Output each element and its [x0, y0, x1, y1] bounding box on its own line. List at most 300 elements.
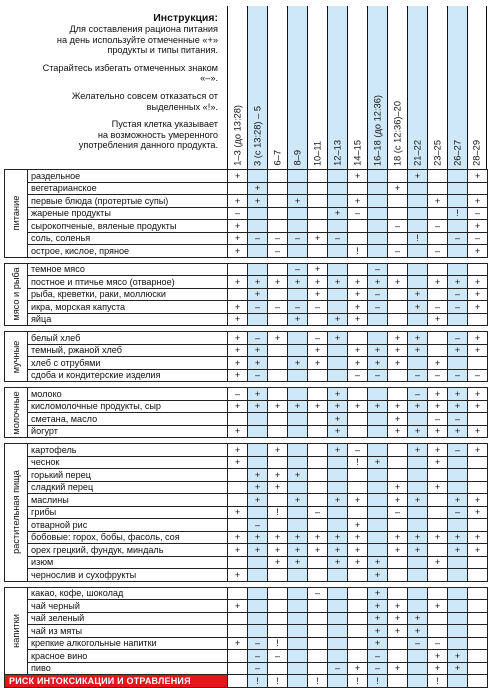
- product-name: хлеб с отрубями: [28, 357, 228, 370]
- cell-mark: –: [248, 332, 268, 345]
- cell-mark: [248, 413, 268, 426]
- table-row: [5, 332, 488, 345]
- cell-mark: [268, 413, 288, 426]
- cell-mark: [228, 182, 248, 195]
- cell-mark: [408, 220, 428, 233]
- cell-mark: [468, 612, 488, 625]
- column-header-cell: [247, 6, 267, 169]
- category-cell: [5, 263, 28, 326]
- cell-mark: [328, 569, 348, 582]
- cell-mark: +: [248, 481, 268, 494]
- cell-mark: [448, 357, 468, 370]
- product-name: сметана, масло: [28, 413, 228, 426]
- cell-mark: [268, 344, 288, 357]
- cell-mark: [468, 413, 488, 426]
- column-header-cell: [407, 6, 427, 169]
- instructions-line: «–».: [200, 73, 218, 84]
- cell-mark: [428, 332, 448, 345]
- cell-mark: +: [408, 625, 428, 638]
- cell-mark: +: [428, 650, 448, 663]
- cell-mark: +: [228, 276, 248, 289]
- cell-mark: [408, 456, 428, 469]
- cell-mark: +: [368, 612, 388, 625]
- cell-mark: [448, 625, 468, 638]
- column-label: 3 (с 13:28) – 5: [252, 106, 262, 166]
- cell-mark: [368, 519, 388, 532]
- instructions-line: Желательно совсем отказаться от: [71, 90, 218, 101]
- cell-mark: [428, 263, 448, 276]
- product-name: чай зеленый: [28, 612, 228, 625]
- cell-mark: [368, 332, 388, 345]
- cell-mark: +: [248, 469, 268, 482]
- cell-mark: [288, 388, 308, 401]
- cell-mark: [428, 544, 448, 557]
- table-row: [5, 600, 488, 613]
- cell-mark: [408, 276, 428, 289]
- cell-mark: [288, 344, 308, 357]
- cell-mark: +: [368, 637, 388, 650]
- cell-mark: +: [348, 556, 368, 569]
- cell-mark: +: [228, 637, 248, 650]
- cell-mark: [328, 612, 348, 625]
- cell-mark: [348, 481, 368, 494]
- cell-mark: [448, 587, 468, 600]
- cell-mark: +: [348, 400, 368, 413]
- cell-mark: [308, 556, 328, 569]
- cell-mark: [308, 456, 328, 469]
- cell-mark: +: [328, 531, 348, 544]
- cell-mark: +: [388, 425, 408, 438]
- cell-mark: [348, 612, 368, 625]
- cell-mark: [448, 569, 468, 582]
- cell-mark: +: [288, 276, 308, 289]
- cell-mark: +: [228, 232, 248, 245]
- cell-mark: [248, 569, 268, 582]
- cell-mark: !: [368, 675, 388, 688]
- cell-mark: +: [448, 531, 468, 544]
- cell-mark: [308, 494, 328, 507]
- cell-mark: +: [428, 481, 448, 494]
- cell-mark: +: [228, 195, 248, 208]
- cell-mark: –: [448, 232, 468, 245]
- product-name: красное вино: [28, 650, 228, 663]
- cell-mark: [268, 612, 288, 625]
- cell-mark: [348, 182, 368, 195]
- cell-mark: [248, 506, 268, 519]
- cell-mark: [468, 587, 488, 600]
- cell-mark: [308, 170, 328, 183]
- cell-mark: +: [428, 313, 448, 326]
- table-row: [5, 182, 488, 195]
- cell-mark: +: [388, 276, 408, 289]
- cell-mark: [328, 481, 348, 494]
- cell-mark: +: [248, 357, 268, 370]
- cell-mark: [228, 625, 248, 638]
- column-label: 1–3 (до 13:28): [232, 105, 242, 166]
- cell-mark: [448, 263, 468, 276]
- cell-mark: [228, 413, 248, 426]
- cell-mark: +: [408, 612, 428, 625]
- product-name: яйца: [28, 313, 228, 326]
- cell-mark: [268, 288, 288, 301]
- cell-mark: –: [468, 369, 488, 382]
- cell-mark: +: [388, 182, 408, 195]
- cell-mark: [328, 587, 348, 600]
- cell-mark: –: [308, 506, 328, 519]
- cell-mark: [408, 182, 428, 195]
- column-header-cell: [427, 6, 447, 169]
- cell-mark: [288, 650, 308, 663]
- cell-mark: +: [388, 612, 408, 625]
- cell-mark: !: [348, 456, 368, 469]
- cell-mark: –: [448, 288, 468, 301]
- cell-mark: [368, 481, 388, 494]
- table-row: [5, 587, 488, 600]
- instructions-block: [4, 12, 218, 151]
- cell-mark: +: [428, 662, 448, 675]
- cell-mark: +: [348, 544, 368, 557]
- cell-mark: !: [248, 675, 268, 688]
- cell-mark: +: [348, 357, 368, 370]
- cell-mark: +: [288, 544, 308, 557]
- cell-mark: –: [368, 650, 388, 663]
- cell-mark: –: [268, 245, 288, 258]
- cell-mark: !: [308, 675, 328, 688]
- cell-mark: [368, 232, 388, 245]
- cell-mark: [328, 625, 348, 638]
- cell-mark: +: [288, 531, 308, 544]
- cell-mark: [228, 556, 248, 569]
- cell-mark: [388, 313, 408, 326]
- cell-mark: +: [408, 332, 428, 345]
- table-row: [5, 544, 488, 557]
- cell-mark: [228, 675, 248, 688]
- category-label: питание: [11, 195, 21, 231]
- cell-mark: +: [248, 276, 268, 289]
- cell-mark: [428, 288, 448, 301]
- table-row: [5, 637, 488, 650]
- column-header-cell: [307, 6, 327, 169]
- cell-mark: [228, 587, 248, 600]
- product-name: орех грецкий, фундук, миндаль: [28, 544, 228, 557]
- cell-mark: [268, 220, 288, 233]
- category-cell: [5, 587, 28, 675]
- cell-mark: [448, 556, 468, 569]
- cell-mark: [328, 600, 348, 613]
- category-label: растительная пища: [11, 470, 21, 555]
- cell-mark: +: [388, 413, 408, 426]
- column-label: 23–25: [432, 140, 442, 166]
- cell-mark: [388, 388, 408, 401]
- cell-mark: [268, 662, 288, 675]
- cell-mark: +: [428, 456, 448, 469]
- cell-mark: +: [408, 288, 428, 301]
- cell-mark: –: [428, 369, 448, 382]
- category-cell: [5, 170, 28, 258]
- cell-mark: [428, 182, 448, 195]
- cell-mark: [428, 207, 448, 220]
- cell-mark: +: [408, 170, 428, 183]
- cell-mark: –: [308, 332, 328, 345]
- cell-mark: +: [468, 344, 488, 357]
- cell-mark: +: [368, 400, 388, 413]
- cell-mark: [368, 444, 388, 457]
- cell-mark: [448, 170, 468, 183]
- cell-mark: –: [248, 232, 268, 245]
- column-label: 21–22: [412, 140, 422, 166]
- cell-mark: +: [468, 444, 488, 457]
- table-row: [5, 357, 488, 370]
- cell-mark: [448, 612, 468, 625]
- product-name: жареные продукты: [28, 207, 228, 220]
- cell-mark: +: [228, 444, 248, 457]
- cell-mark: [288, 506, 308, 519]
- cell-mark: [428, 506, 448, 519]
- cell-mark: +: [228, 544, 248, 557]
- cell-mark: [348, 469, 368, 482]
- instructions-title: Инструкция:: [153, 12, 218, 24]
- cell-mark: [248, 600, 268, 613]
- cell-mark: +: [468, 301, 488, 314]
- cell-mark: +: [468, 288, 488, 301]
- cell-mark: [308, 519, 328, 532]
- cell-mark: +: [228, 506, 248, 519]
- cell-mark: +: [288, 556, 308, 569]
- cell-mark: +: [268, 531, 288, 544]
- cell-mark: [408, 650, 428, 663]
- cell-mark: +: [328, 400, 348, 413]
- cell-mark: +: [468, 388, 488, 401]
- cell-mark: +: [228, 400, 248, 413]
- cell-mark: +: [348, 519, 368, 532]
- cell-mark: [288, 413, 308, 426]
- column-label: 12–13: [332, 140, 342, 166]
- cell-mark: [408, 481, 428, 494]
- cell-mark: –: [308, 587, 328, 600]
- product-name: белый хлеб: [28, 332, 228, 345]
- cell-mark: +: [308, 288, 328, 301]
- table-row: [5, 650, 488, 663]
- cell-mark: +: [328, 388, 348, 401]
- cell-mark: [288, 245, 308, 258]
- cell-mark: –: [408, 369, 428, 382]
- cell-mark: [328, 506, 348, 519]
- table-row: [5, 288, 488, 301]
- cell-mark: +: [348, 531, 368, 544]
- cell-mark: [388, 232, 408, 245]
- cell-mark: [288, 220, 308, 233]
- cell-mark: +: [428, 600, 448, 613]
- cell-mark: +: [348, 195, 368, 208]
- cell-mark: [388, 556, 408, 569]
- table-row: [5, 612, 488, 625]
- product-name: сырокопченые, вяленые продукты: [28, 220, 228, 233]
- cell-mark: +: [248, 494, 268, 507]
- cell-mark: [388, 650, 408, 663]
- cell-mark: –: [228, 388, 248, 401]
- cell-mark: [368, 170, 388, 183]
- product-name: йогурт: [28, 425, 228, 438]
- cell-mark: –: [428, 301, 448, 314]
- cell-mark: +: [408, 301, 428, 314]
- cell-mark: [268, 369, 288, 382]
- cell-mark: [468, 556, 488, 569]
- column-header-cell: [467, 6, 487, 169]
- instructions-line: Пустая клетка указывает: [111, 119, 218, 130]
- product-name: икра, морская капуста: [28, 301, 228, 314]
- column-label: 6–7: [272, 150, 282, 166]
- product-name: чеснок: [28, 456, 228, 469]
- cell-mark: +: [328, 494, 348, 507]
- cell-mark: [468, 569, 488, 582]
- cell-mark: [388, 195, 408, 208]
- cell-mark: [388, 456, 408, 469]
- cell-mark: –: [428, 413, 448, 426]
- cell-mark: –: [428, 637, 448, 650]
- cell-mark: [328, 650, 348, 663]
- cell-mark: +: [388, 481, 408, 494]
- cell-mark: +: [448, 662, 468, 675]
- cell-mark: –: [388, 506, 408, 519]
- cell-mark: [288, 170, 308, 183]
- cell-mark: [368, 207, 388, 220]
- cell-mark: –: [248, 301, 268, 314]
- table-row: [5, 625, 488, 638]
- cell-mark: –: [288, 301, 308, 314]
- instructions-line: на возможность умеренного: [97, 129, 218, 140]
- cell-mark: +: [228, 425, 248, 438]
- cell-mark: [408, 556, 428, 569]
- category-label: молочные: [11, 390, 21, 435]
- cell-mark: [308, 425, 328, 438]
- cell-mark: [308, 469, 328, 482]
- cell-mark: –: [348, 369, 368, 382]
- column-header-cell: [227, 6, 247, 169]
- cell-mark: +: [228, 220, 248, 233]
- cell-mark: [428, 232, 448, 245]
- cell-mark: +: [348, 344, 368, 357]
- cell-mark: [388, 369, 408, 382]
- cell-mark: +: [228, 600, 248, 613]
- cell-mark: +: [448, 494, 468, 507]
- product-name: бобовые: горох, бобы, фасоль, соя: [28, 531, 228, 544]
- cell-mark: +: [228, 245, 248, 258]
- cell-mark: [468, 675, 488, 688]
- cell-mark: +: [468, 170, 488, 183]
- cell-mark: !: [268, 506, 288, 519]
- cell-mark: +: [228, 357, 248, 370]
- instructions-line: Для составления рациона питания: [69, 24, 218, 34]
- cell-mark: +: [288, 494, 308, 507]
- cell-mark: +: [468, 425, 488, 438]
- cell-mark: [328, 357, 348, 370]
- cell-mark: +: [348, 494, 368, 507]
- instructions-spacer: [4, 112, 218, 119]
- cell-mark: [448, 313, 468, 326]
- product-name: сдоба и кондитерские изделия: [28, 369, 228, 382]
- cell-mark: [288, 600, 308, 613]
- cell-mark: [328, 469, 348, 482]
- cell-mark: [308, 245, 328, 258]
- product-name: грибы: [28, 506, 228, 519]
- cell-mark: [408, 519, 428, 532]
- cell-mark: [248, 170, 268, 183]
- cell-mark: +: [248, 195, 268, 208]
- cell-mark: [268, 494, 288, 507]
- cell-mark: [288, 675, 308, 688]
- cell-mark: +: [468, 276, 488, 289]
- cell-mark: +: [248, 344, 268, 357]
- cell-mark: +: [308, 357, 328, 370]
- table-row: [5, 220, 488, 233]
- cell-mark: –: [368, 301, 388, 314]
- table-row: [5, 276, 488, 289]
- cell-mark: [348, 587, 368, 600]
- cell-mark: –: [448, 506, 468, 519]
- cell-mark: [308, 444, 328, 457]
- cell-mark: +: [228, 531, 248, 544]
- cell-mark: [408, 413, 428, 426]
- cell-mark: +: [228, 369, 248, 382]
- cell-mark: [288, 662, 308, 675]
- cell-mark: +: [368, 600, 388, 613]
- cell-mark: [368, 413, 388, 426]
- cell-mark: [308, 481, 328, 494]
- cell-mark: +: [428, 531, 448, 544]
- cell-mark: +: [268, 400, 288, 413]
- cell-mark: [288, 481, 308, 494]
- cell-mark: +: [288, 195, 308, 208]
- category-cell: [5, 444, 28, 582]
- cell-mark: [408, 263, 428, 276]
- cell-mark: [268, 600, 288, 613]
- product-name: темное мясо: [28, 263, 228, 276]
- cell-mark: [428, 625, 448, 638]
- cell-mark: +: [248, 388, 268, 401]
- cell-mark: [268, 587, 288, 600]
- cell-mark: +: [328, 276, 348, 289]
- cell-mark: –: [268, 650, 288, 663]
- product-name: постное и птичье мясо (отварное): [28, 276, 228, 289]
- product-name: чай черный: [28, 600, 228, 613]
- cell-mark: [288, 207, 308, 220]
- cell-mark: +: [368, 625, 388, 638]
- cell-mark: [268, 357, 288, 370]
- table-row: [5, 344, 488, 357]
- cell-mark: [428, 612, 448, 625]
- cell-mark: [368, 220, 388, 233]
- cell-mark: [368, 388, 388, 401]
- cell-mark: +: [448, 400, 468, 413]
- table-row: [5, 481, 488, 494]
- product-name: острое, кислое, пряное: [28, 245, 228, 258]
- table-row: [5, 662, 488, 675]
- cell-mark: +: [468, 506, 488, 519]
- category-cell: [5, 388, 28, 438]
- cell-mark: [268, 313, 288, 326]
- table-row: [5, 425, 488, 438]
- cell-mark: [388, 675, 408, 688]
- cell-mark: +: [268, 469, 288, 482]
- cell-mark: [288, 456, 308, 469]
- cell-mark: +: [428, 195, 448, 208]
- cell-mark: [228, 288, 248, 301]
- cell-mark: [448, 456, 468, 469]
- cell-mark: +: [268, 276, 288, 289]
- table-row: [5, 556, 488, 569]
- cell-mark: +: [288, 357, 308, 370]
- cell-mark: [468, 519, 488, 532]
